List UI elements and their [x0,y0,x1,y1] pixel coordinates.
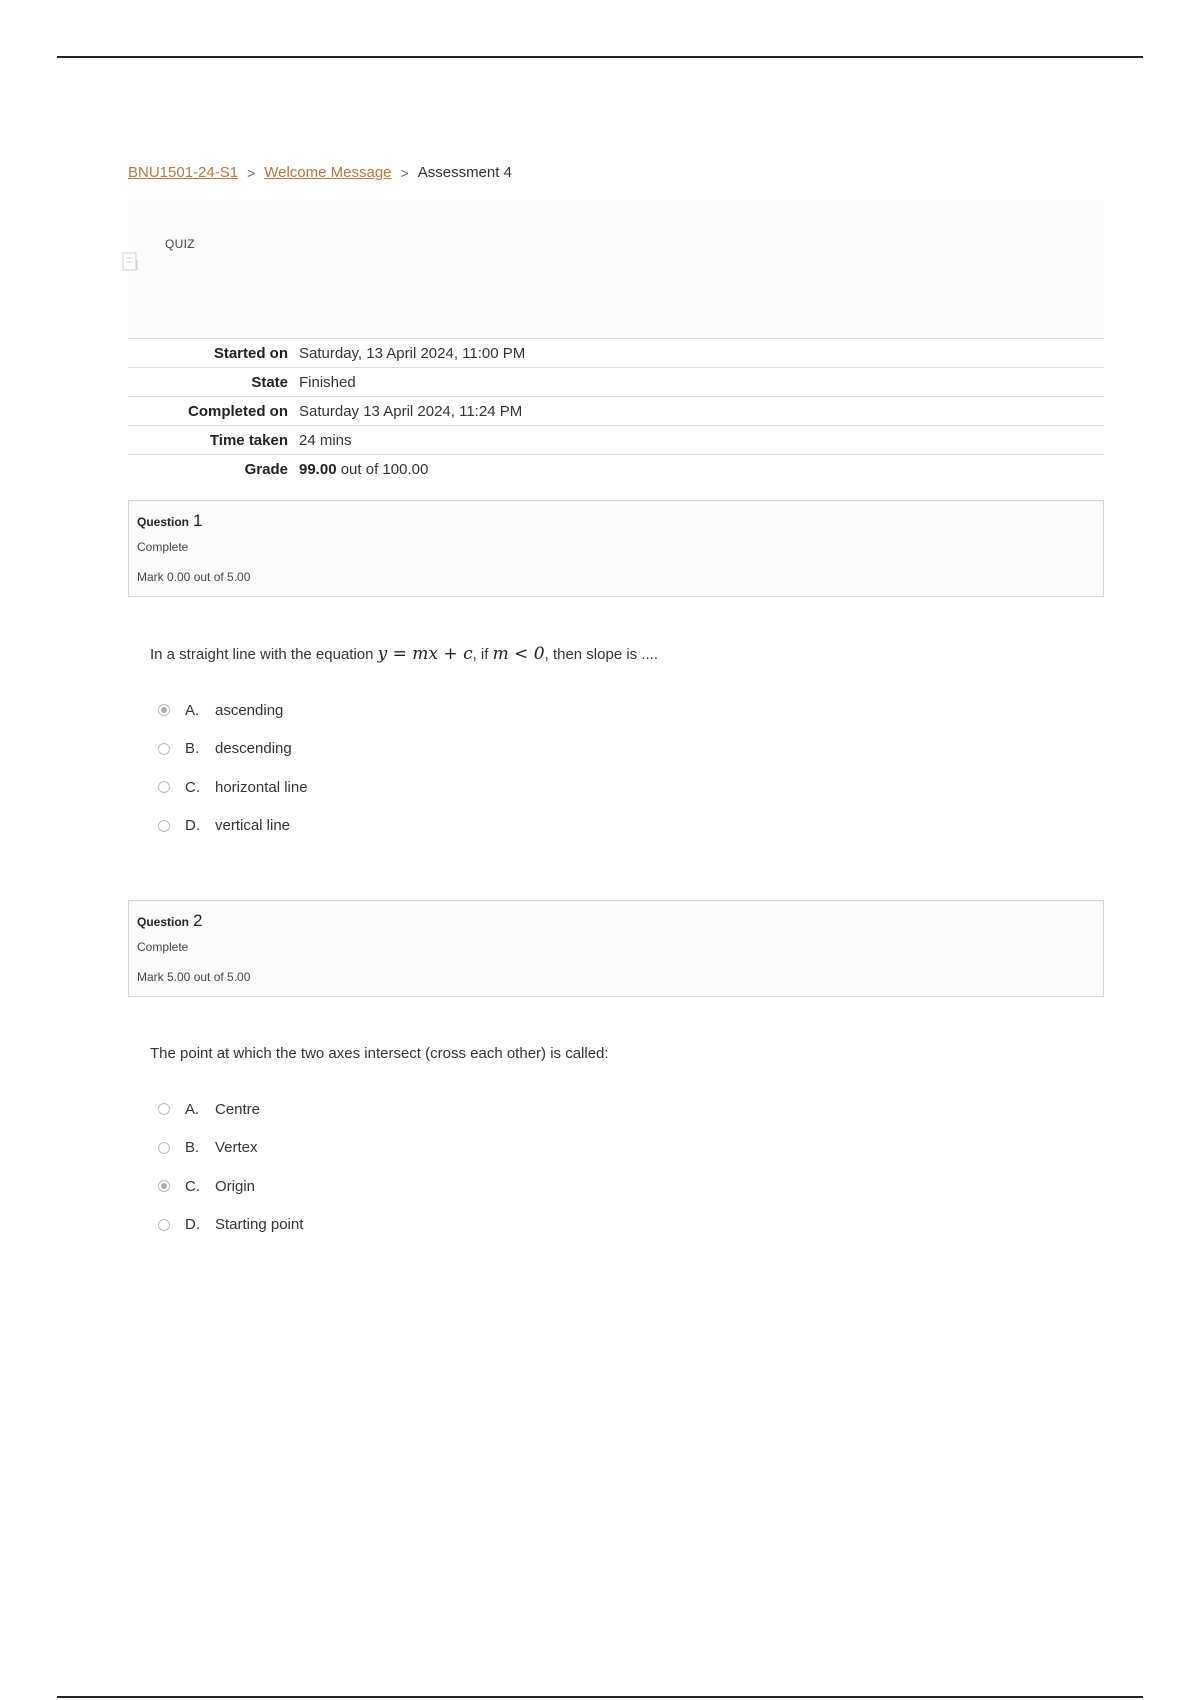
question-1-text: In a straight line with the equation y = mx + c, if m < 0, then slope is .... [150,644,659,664]
answer-option[interactable] [158,807,308,846]
breadcrumb-separator: > [400,164,409,181]
summary-row-state [128,367,1104,396]
equation: y = mx + c [377,644,473,664]
answer-option[interactable] [158,1090,303,1129]
summary-row-time-taken [128,425,1104,454]
answer-letter: C. [185,1177,200,1195]
question-number: 1 [193,511,203,530]
summary-value: Saturday, 13 April 2024, 11:00 PM [299,344,526,362]
summary-label: Started on [213,344,288,362]
answer-text: horizontal line [215,778,308,796]
grade-total: out of 100.00 [336,460,429,478]
summary-row-grade [128,454,1104,483]
question-title: Question 1 [137,511,203,530]
summary-label: Time taken [209,431,288,449]
answer-letter: A. [185,701,200,719]
question-2-info [128,900,1104,997]
answer-letter: B. [185,740,200,758]
answer-option[interactable] [158,730,308,769]
question-1-info [128,500,1104,597]
radio-button[interactable] [158,781,170,793]
radio-button[interactable] [158,1219,170,1231]
summary-value: Finished [299,373,356,391]
answer-letter: C. [185,778,200,796]
condition: m < 0 [492,644,545,664]
breadcrumb-current: Assessment 4 [417,164,512,181]
answer-text: vertical line [215,817,291,835]
question-1-answers [158,691,308,845]
summary-row-completed [128,396,1104,425]
answer-option[interactable] [158,1167,303,1206]
radio-button[interactable] [158,820,170,832]
question-2-text: The point at which the two axes intersect (cross each other) is called: [150,1045,609,1062]
attempt-summary-table [128,338,1104,483]
summary-label: Grade [244,460,288,478]
quiz-icon [122,252,142,272]
answer-text: ascending [215,701,284,719]
grade-score: 99.00 [299,460,337,478]
radio-button-selected[interactable] [158,1180,170,1192]
top-divider [57,56,1143,58]
radio-button[interactable] [158,743,170,755]
bottom-divider [57,1696,1143,1698]
radio-button-selected[interactable] [158,704,170,716]
answer-letter: D. [185,1216,200,1234]
answer-option[interactable] [158,1206,303,1245]
question-state: Complete [137,940,189,954]
breadcrumb-separator: > [247,164,256,181]
summary-row-started [128,338,1104,367]
question-number: 2 [193,911,203,930]
radio-button[interactable] [158,1142,170,1154]
answer-letter: B. [185,1139,200,1157]
breadcrumb-course-link[interactable]: BNU1501-24-S1 [128,164,239,181]
breadcrumb-section-link[interactable]: Welcome Message [264,164,392,181]
grade-value [299,461,428,478]
answer-option[interactable] [158,1129,303,1168]
question-mark: Mark 0.00 out of 5.00 [137,570,251,584]
summary-value: Saturday 13 April 2024, 11:24 PM [299,402,523,420]
question-title: Question 2 [137,911,203,930]
question-state: Complete [137,540,189,554]
quiz-label: QUIZ [165,237,195,251]
answer-option[interactable] [158,768,308,807]
quiz-header [128,200,1104,338]
answer-text: Origin [215,1177,256,1195]
answer-letter: A. [185,1100,200,1118]
summary-label: Completed on [188,402,288,420]
breadcrumb [128,164,512,181]
answer-text: Vertex [215,1139,258,1157]
answer-letter: D. [185,817,200,835]
question-2-answers [158,1090,303,1244]
answer-option[interactable] [158,691,308,730]
summary-label: State [251,373,288,391]
answer-text: Starting point [215,1216,304,1234]
summary-value: 24 mins [299,431,352,449]
radio-button[interactable] [158,1103,170,1115]
answer-text: descending [215,740,292,758]
answer-text: Centre [215,1100,261,1118]
question-mark: Mark 5.00 out of 5.00 [137,970,251,984]
